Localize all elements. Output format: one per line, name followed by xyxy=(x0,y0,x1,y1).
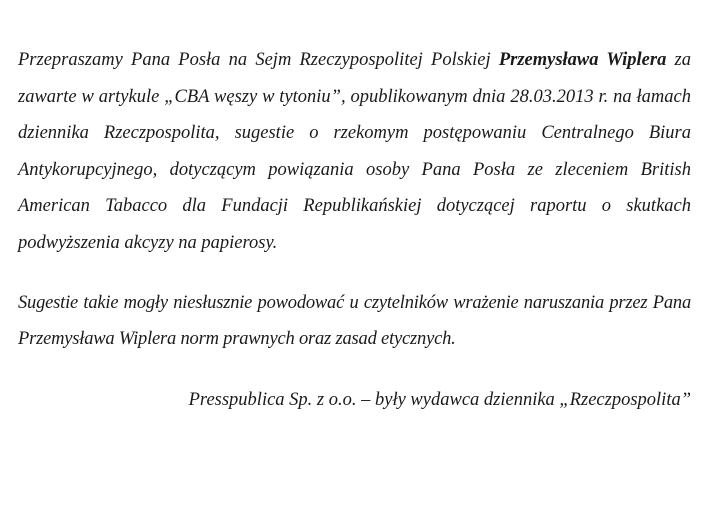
bold-name: Przemysława Wiplera xyxy=(498,50,667,70)
paragraph-text-end: za zawarte w artykule „CBA węszy w tytoniu”, opublikowanym dnia 28.03.2013 r. na łamach dziennika Rzeczpospolita, sugestie o rzekomym postępowaniu Centralnego Biura Antykorupcyjnego, dotyczącym powiązania osoby Pana Posła ze zleceniem British American Tabacco dla Fundacji Republikańskiej dotyczącej raportu o skutkach podwyższenia akcyzy na papierosy. xyxy=(18,50,691,253)
apology-document xyxy=(18,42,691,418)
impression-paragraph: Sugestie takie mogły niesłusznie powodować u czytelników wrażenie naruszania przez Pana Przemysława Wiplera norm prawnych oraz zasad etycznych. xyxy=(18,292,691,350)
publisher-signature: Presspublica Sp. z o.o. – były wydawca dziennika „Rzeczpospolita” xyxy=(188,389,691,410)
paragraph-text-start: Przepraszamy Pana Posła na Sejm Rzeczypospolitej Polskiej xyxy=(18,50,499,70)
apology-paragraph xyxy=(18,42,691,262)
